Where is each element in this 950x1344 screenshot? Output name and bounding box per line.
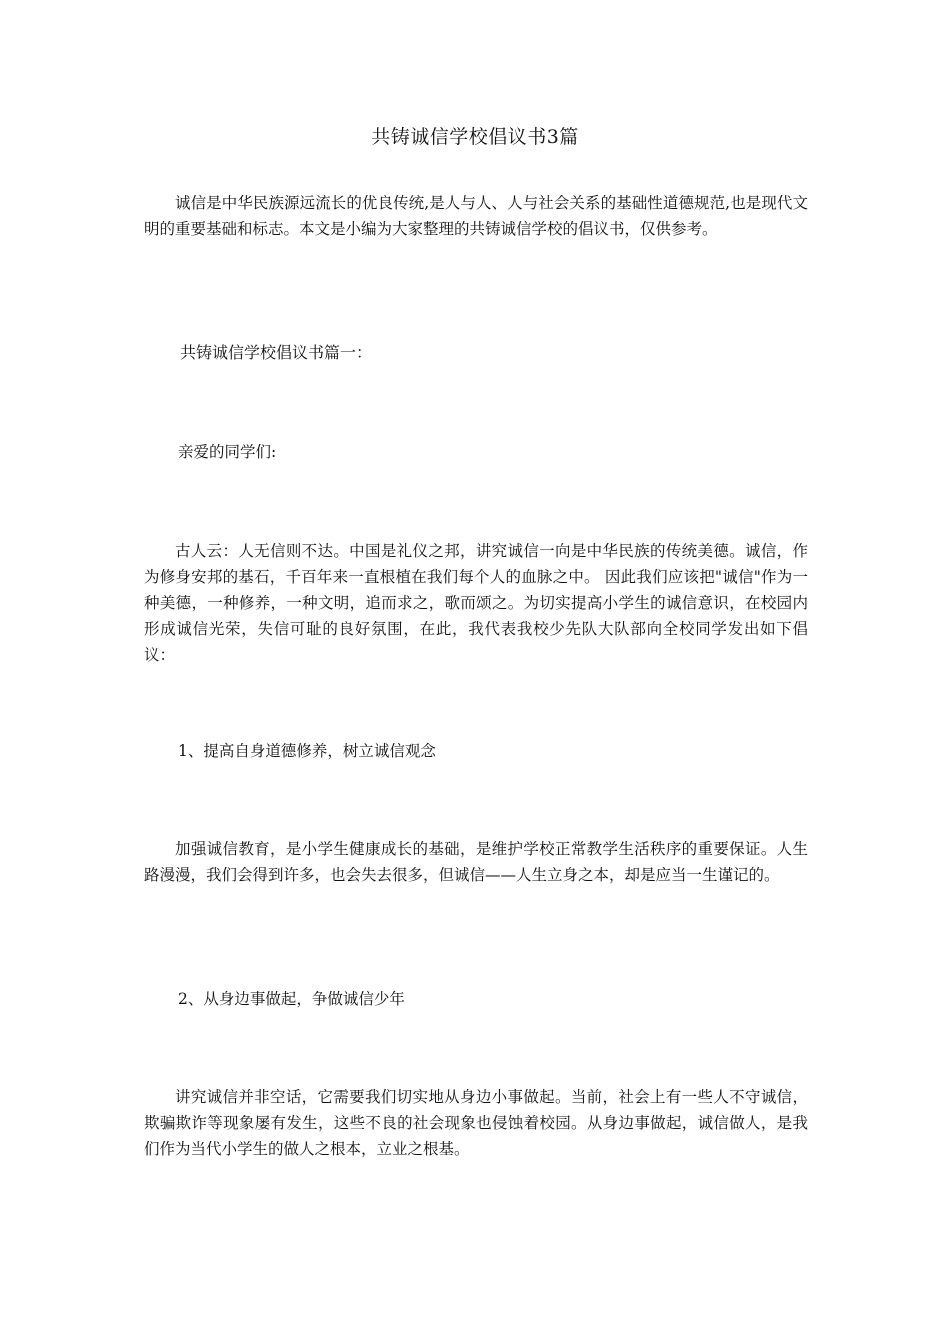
section-heading: 共铸诚信学校倡议书篇一： [180,343,373,362]
body-paragraph-1: 古人云：人无信则不达。中国是礼仪之邦，讲究诚信一向是中华民族的传统美德。诚信，作为修身安邦的基石，千百年来一直根植在我们每个人的血脉之中。 因此我们应该把"诚信"作为一种美德，一种修养，一种文明，追而求之，歌而颂之。为切实提高小学生的诚信意识，在校园内形成诚信光荣，失信可耻的良好氛围，在此，我代表我校少先队大队部向全校同学发出如下倡议： [144,542,808,664]
body-paragraph-3: 讲究诚信并非空话，它需要我们切实地从身边小事做起。当前，社会上有一些人不守诚信，欺骗欺诈等现象屡有发生，这些不良的社会现象也侵蚀着校园。从身边事做起，诚信做人，是我们作为当代小学生的做人之根本，立业之根基。 [144,1088,808,1158]
body-paragraph-2: 加强诚信教育，是小学生健康成长的基础，是维护学校正常教学生活秩序的重要保证。人生路漫漫，我们会得到许多，也会失去很多，但诚信——人生立身之本，却是应当一生谨记的。 [144,840,808,884]
point-heading-2: 2、从身边事做起，争做诚信少年 [178,990,405,1008]
document-title: 共铸诚信学校倡议书3篇 [371,126,579,148]
intro-paragraph: 诚信是中华民族源远流长的优良传统,是人与人、人与社会关系的基础性道德规范,也是现代文明的重要基础和标志。本文是小编为大家整理的共铸诚信学校的倡议书，仅供参考。 [144,194,808,238]
point-heading-1: 1、提高自身道德修养，树立诚信观念 [178,742,436,760]
salutation: 亲爱的同学们: [178,443,277,461]
